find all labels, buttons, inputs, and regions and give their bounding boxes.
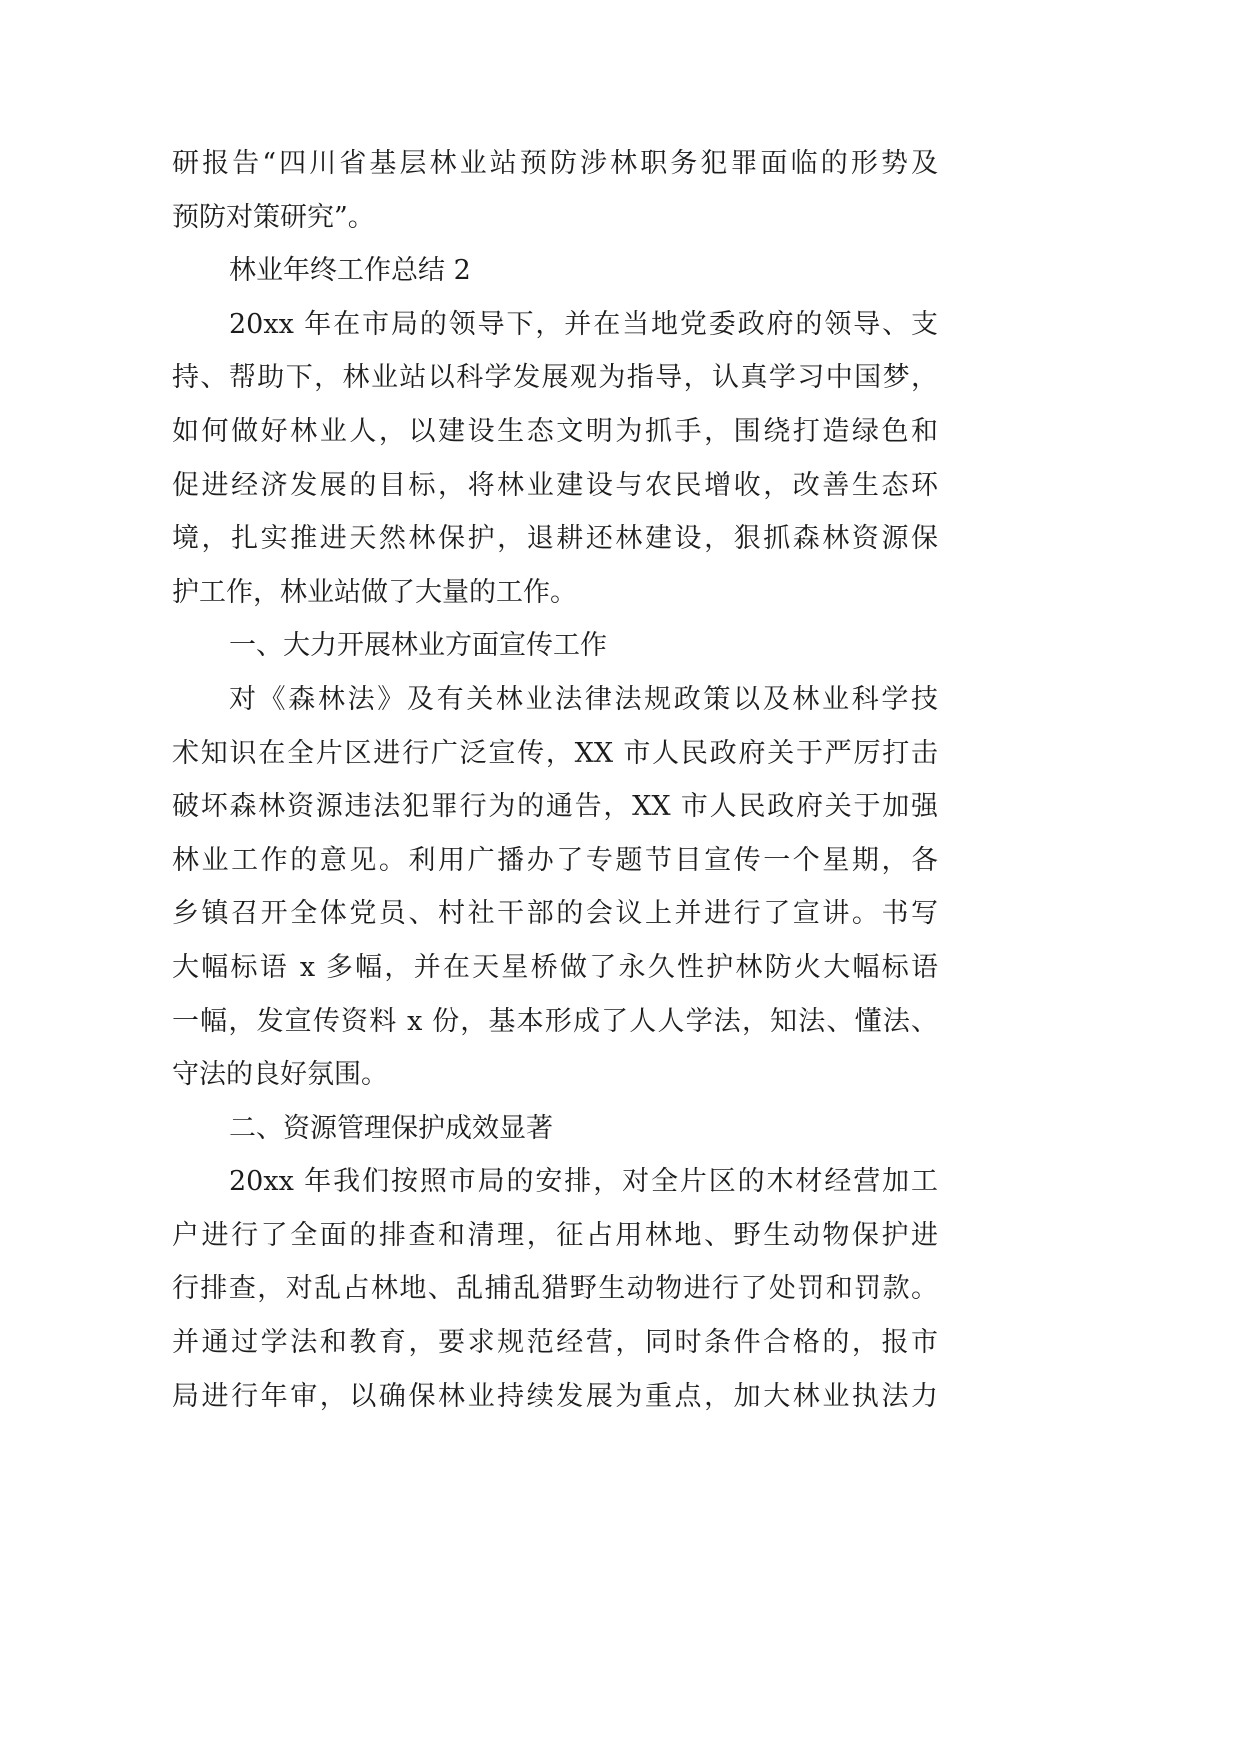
text-line: 预防对策研究”。 xyxy=(172,201,375,233)
text-line: 护工作，林业站做了大量的工作。 xyxy=(172,576,577,608)
text-line: 20xx 年我们按照市局的安排，对全片区的木材经营加工 xyxy=(229,1166,938,1198)
heading-line: 一、大力开展林业方面宣传工作 xyxy=(229,630,607,662)
text-line: 大幅标语 x 多幅，并在天星桥做了永久性护林防火大幅标语 xyxy=(172,951,938,983)
text-line: 20xx 年在市局的领导下，并在当地党委政府的领导、支 xyxy=(229,308,938,340)
text-line: 对《森林法》及有关林业法律法规政策以及林业科学技 xyxy=(229,683,938,715)
text-line: 行排查，对乱占林地、乱捕乱猎野生动物进行了处罚和罚款。 xyxy=(172,1273,938,1305)
section-heading xyxy=(172,1102,938,1156)
text-line: 破坏森林资源违法犯罪行为的通告，XX 市人民政府关于加强 xyxy=(172,791,938,823)
body-paragraph xyxy=(172,298,938,620)
heading-line: 二、资源管理保护成效显著 xyxy=(229,1112,553,1144)
section-heading xyxy=(172,619,938,673)
text-line: 持、帮助下，林业站以科学发展观为指导，认真学习中国梦， xyxy=(172,362,938,394)
text-line: 局进行年审，以确保林业持续发展为重点，加大林业执法力 xyxy=(172,1380,938,1412)
document-body xyxy=(172,137,938,1423)
text-line: 并通过学法和教育，要求规范经营，同时条件合格的，报市 xyxy=(172,1327,938,1359)
text-line: 户进行了全面的排查和清理，征占用林地、野生动物保护进 xyxy=(172,1219,938,1251)
text-line: 如何做好林业人，以建设生态文明为抓手，围绕打造绿色和 xyxy=(172,415,938,447)
body-paragraph xyxy=(172,673,938,1102)
title-line: 林业年终工作总结 2 xyxy=(229,255,471,287)
text-line: 研报告“四川省基层林业站预防涉林职务犯罪面临的形势及 xyxy=(172,148,938,179)
text-line: 促进经济发展的目标，将林业建设与农民增收，改善生态环 xyxy=(172,469,938,501)
text-line: 乡镇召开全体党员、村社干部的会议上并进行了宣讲。书写 xyxy=(172,898,938,930)
paragraph-continued xyxy=(172,137,938,244)
text-line: 一幅，发宣传资料 x 份，基本形成了人人学法，知法、懂法、 xyxy=(172,1005,938,1037)
text-line: 守法的良好氛围。 xyxy=(172,1059,388,1091)
section-title xyxy=(172,244,938,298)
text-line: 术知识在全片区进行广泛宣传，XX 市人民政府关于严厉打击 xyxy=(172,737,938,769)
text-line: 林业工作的意见。利用广播办了专题节目宣传一个星期，各 xyxy=(172,844,938,876)
body-paragraph xyxy=(172,1155,938,1423)
text-line: 境，扎实推进天然林保护，退耕还林建设，狠抓森林资源保 xyxy=(172,523,938,555)
